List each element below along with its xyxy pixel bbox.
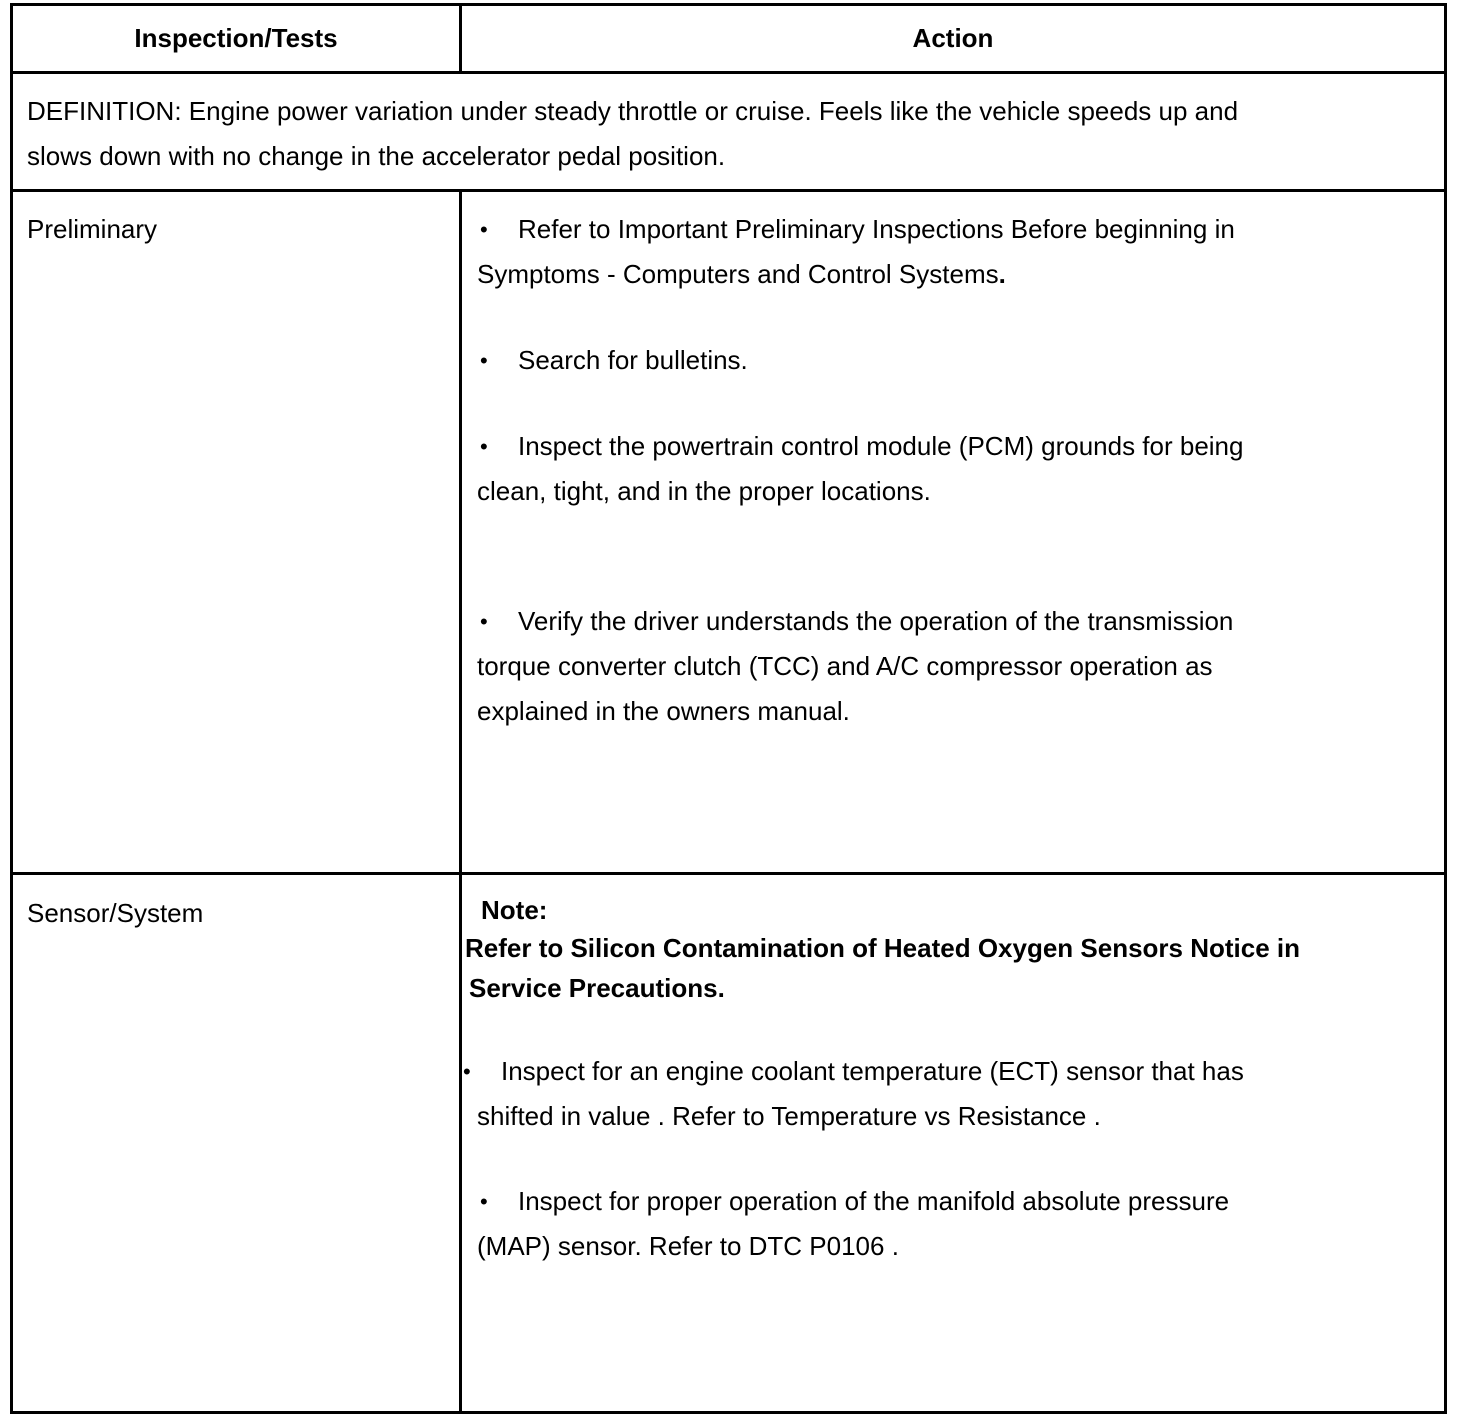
header-action: Action bbox=[912, 23, 994, 53]
bullet-icon: • bbox=[480, 1189, 488, 1214]
preliminary-item-3-line-1: Inspect the powertrain control module (PCM) grounds for being bbox=[518, 431, 1244, 461]
preliminary-item-1-line-1: Refer to Important Preliminary Inspections Before beginning in bbox=[518, 214, 1235, 244]
header-inspection-tests: Inspection/Tests bbox=[134, 23, 338, 53]
body-column-divider bbox=[459, 189, 462, 1414]
bullet-icon: • bbox=[463, 1059, 471, 1084]
bullet-icon: • bbox=[480, 217, 488, 242]
bullet-icon: • bbox=[480, 609, 488, 634]
sensor-item-2-line-1: Inspect for proper operation of the manifold absolute pressure bbox=[518, 1186, 1230, 1216]
preliminary-divider bbox=[10, 872, 1447, 875]
preliminary-item-1-link[interactable]: Symptoms - Computers and Control Systems bbox=[477, 259, 999, 289]
note-link[interactable]: Service Precautions bbox=[469, 973, 718, 1003]
definition-divider bbox=[10, 189, 1447, 192]
definition-line-2: slows down with no change in the accelerator pedal position. bbox=[27, 141, 726, 171]
note-line-1: Refer to Silicon Contamination of Heated Oxygen Sensors Notice in bbox=[465, 933, 1301, 963]
note-suffix: . bbox=[717, 973, 725, 1003]
preliminary-item-2-line-1: Search for bulletins. bbox=[518, 345, 748, 375]
row-label-preliminary: Preliminary bbox=[27, 214, 158, 244]
definition-line-1: DEFINITION: Engine power variation under steady throttle or cruise. Feels like the vehicle speeds up and bbox=[27, 96, 1239, 126]
preliminary-item-4-line-1: Verify the driver understands the operation of the transmission bbox=[518, 606, 1234, 636]
note-line-2 bbox=[469, 966, 725, 1011]
preliminary-item-4-line-2: torque converter clutch (TCC) and A/C compressor operation as bbox=[477, 651, 1213, 681]
preliminary-item-4-line-3: explained in the owners manual. bbox=[477, 696, 850, 726]
header-divider bbox=[10, 71, 1447, 74]
note-title: Note: bbox=[481, 895, 548, 925]
sensor-item-1-line-1: Inspect for an engine coolant temperature (ECT) sensor that has bbox=[501, 1056, 1244, 1086]
row-label-sensor-system: Sensor/System bbox=[27, 898, 204, 928]
preliminary-item-3-line-2: clean, tight, and in the proper locations. bbox=[477, 476, 931, 506]
bullet-icon: • bbox=[480, 434, 488, 459]
bullet-icon: • bbox=[480, 348, 488, 373]
preliminary-item-1-line-2 bbox=[477, 252, 1006, 297]
preliminary-item-1-suffix: . bbox=[998, 259, 1006, 289]
sensor-item-2-line-2: (MAP) sensor. Refer to DTC P0106 . bbox=[477, 1231, 899, 1261]
sensor-item-1-line-2: shifted in value . Refer to Temperature vs Resistance . bbox=[477, 1101, 1101, 1131]
